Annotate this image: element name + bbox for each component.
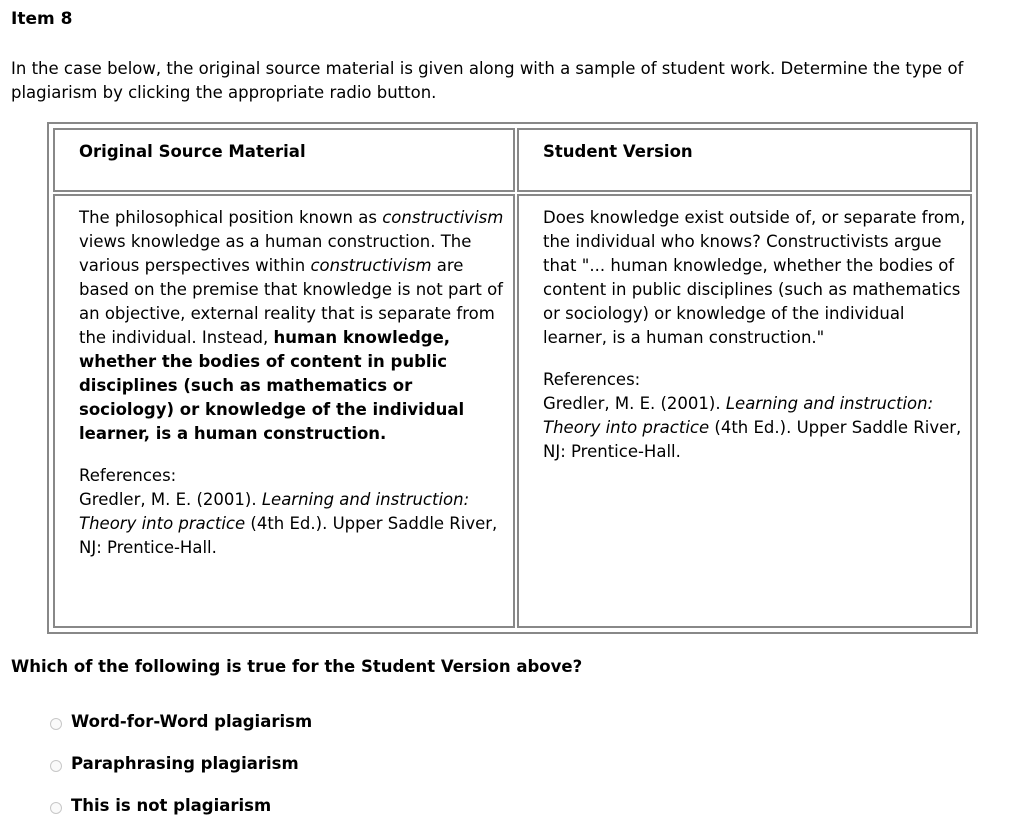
reference-publisher: (4th Ed.). Upper Saddle River, NJ: Prentice-Hall.: [79, 514, 498, 557]
original-source-cell: [53, 194, 515, 628]
case-table: [47, 122, 978, 634]
question-text: Which of the following is true for the Student Version above?: [11, 657, 583, 676]
reference-citation: [79, 488, 513, 560]
student-version-header: Student Version: [517, 128, 972, 192]
original-emphasis: constructivism: [310, 256, 432, 275]
option-label: Word-for-Word plagiarism: [71, 711, 313, 731]
student-reference-block: [543, 368, 970, 464]
original-source-header: Original Source Material: [53, 128, 515, 192]
reference-title: Learning and instruction: Theory into practice: [543, 394, 934, 437]
instructions-text: In the case below, the original source material is given along with a sample of student work. Determine the type of plagiarism by clicking the appropriate radio button.: [11, 59, 964, 102]
reference-publisher: (4th Ed.). Upper Saddle River, NJ: Prentice-Hall.: [543, 418, 962, 461]
reference-author: Gredler, M. E. (2001).: [79, 490, 262, 509]
student-version-cell: [517, 194, 972, 628]
radio-button[interactable]: [50, 718, 62, 730]
option-label: This is not plagiarism: [71, 795, 272, 815]
student-version-text: Does knowledge exist outside of, or separate from, the individual who knows? Constructivists argue that "... human knowledge, whether the bodies of content in public disciplines (such as mathematics or sociology) or knowledge of the individual learner, is a human construction.": [543, 208, 966, 347]
radio-button[interactable]: [50, 760, 62, 772]
original-emphasis: constructivism: [382, 208, 504, 227]
option-label: Paraphrasing plagiarism: [71, 753, 299, 773]
original-text-part: are based on the premise that knowledge is not part of an objective, external reality that is separate from the individual. Instead,: [79, 256, 503, 347]
table-header-row: [53, 128, 972, 192]
table-content-row: [53, 194, 972, 628]
reference-author: Gredler, M. E. (2001).: [543, 394, 726, 413]
original-quoted-passage: human knowledge, whether the bodies of content in public disciplines (such as mathematics or sociology) or knowledge of the individual learner, is a human construction.: [79, 328, 465, 443]
references-label: References:: [79, 466, 177, 485]
item-title: Item 8: [11, 9, 73, 29]
answer-options: [50, 700, 312, 826]
original-text-part: The philosophical position known as: [79, 208, 383, 227]
original-text-part: views knowledge as a human construction. The various perspectives within: [79, 232, 472, 275]
original-source-text: [79, 206, 513, 446]
option-word-for-word[interactable]: [50, 700, 312, 742]
reference-title: Learning and instruction: Theory into practice: [79, 490, 470, 533]
original-reference-block: [79, 464, 513, 560]
option-paraphrasing[interactable]: [50, 742, 312, 784]
reference-citation: [543, 392, 970, 464]
references-label: References:: [543, 370, 641, 389]
radio-button[interactable]: [50, 802, 62, 814]
